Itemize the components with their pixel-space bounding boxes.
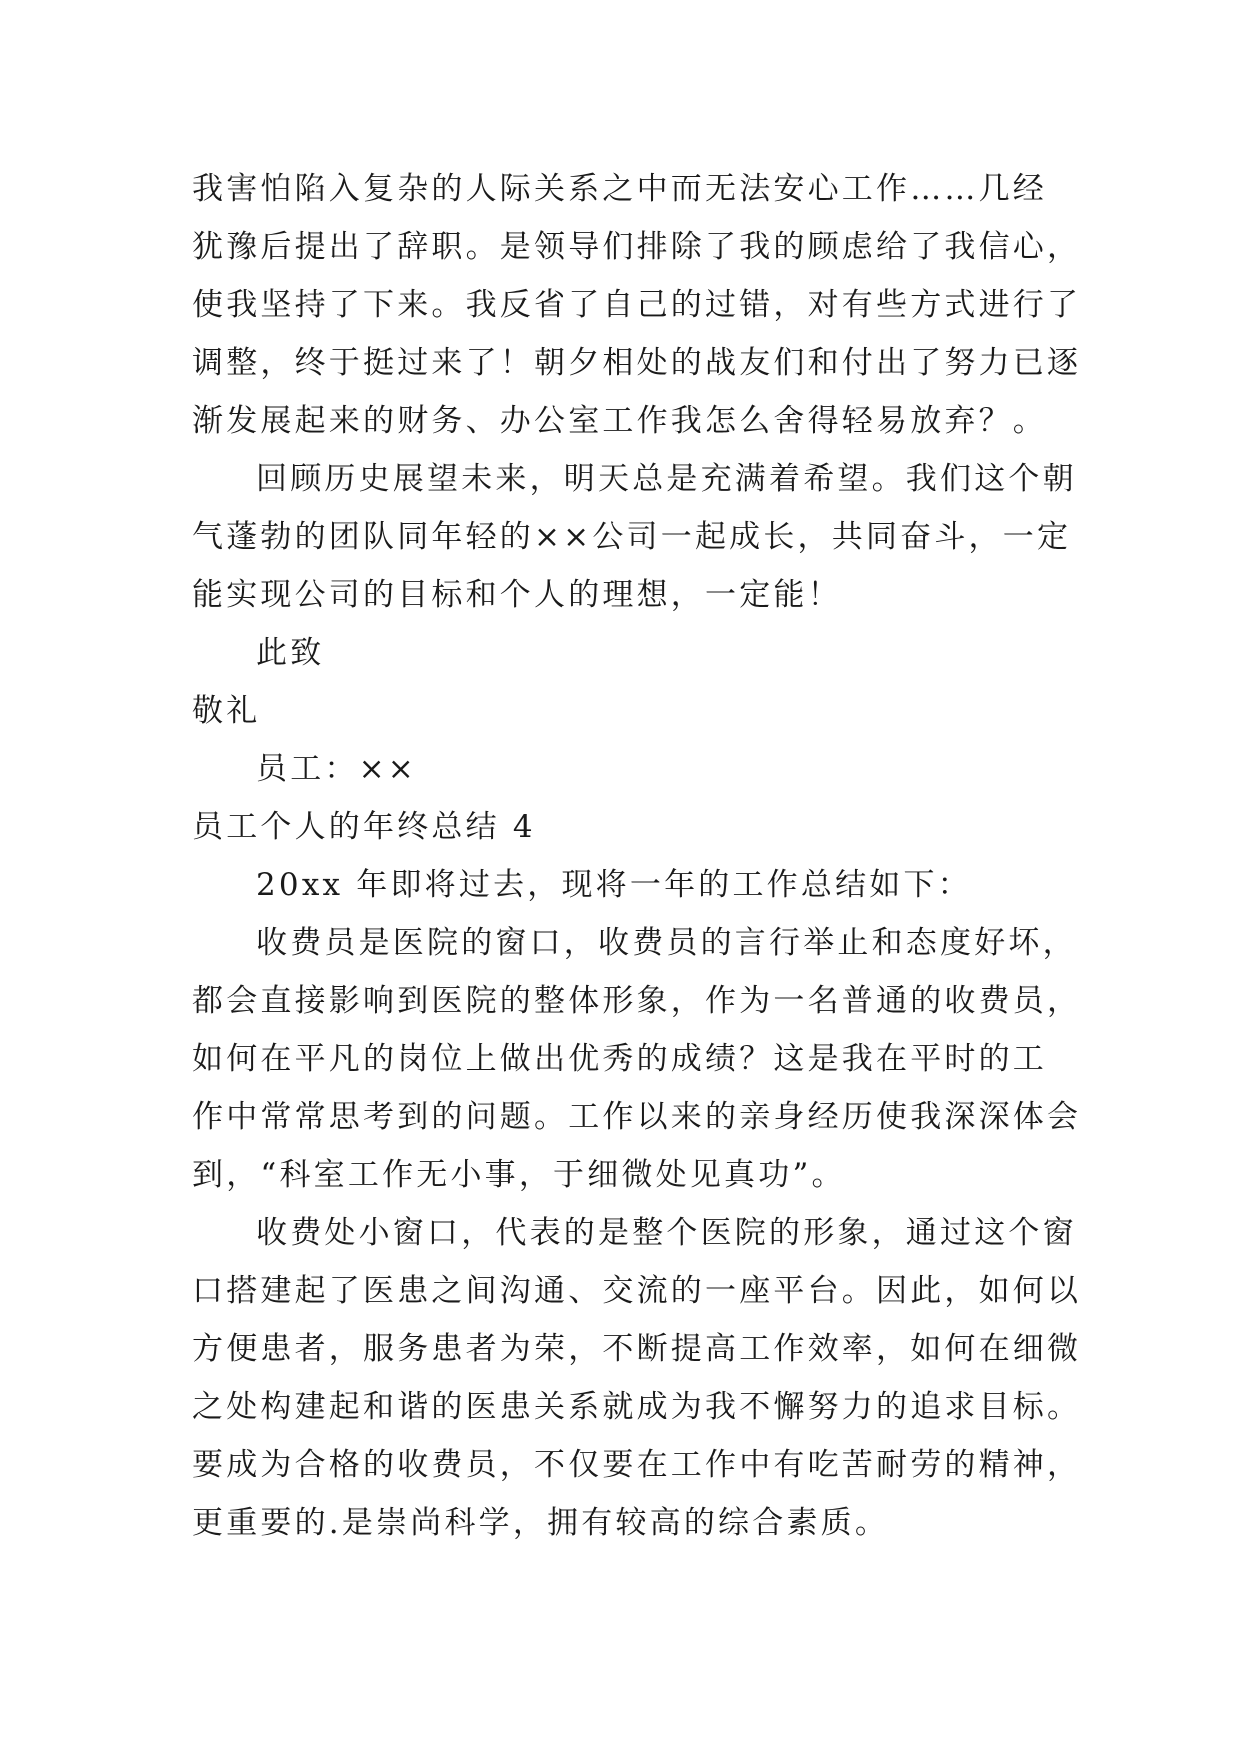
section-heading: 员工个人的年终总结 4: [192, 809, 536, 845]
text-line: 我害怕陷入复杂的人际关系之中而无法安心工作……几经: [192, 171, 1047, 207]
text-line: 要成为合格的收费员，不仅要在工作中有吃苦耐劳的精神，: [192, 1447, 1082, 1483]
text-line: 更重要的.是崇尚科学，拥有较高的综合素质。: [192, 1505, 890, 1541]
text-line: 方便患者，服务患者为荣，不断提高工作效率，如何在细微: [192, 1331, 1082, 1367]
text-line: 口搭建起了医患之间沟通、交流的一座平台。因此，如何以: [192, 1273, 1082, 1309]
text-line: 能实现公司的目标和个人的理想，一定能！: [192, 577, 842, 613]
text-line: 使我坚持了下来。我反省了自己的过错，对有些方式进行了: [192, 287, 1082, 323]
text-line: 都会直接影响到医院的整体形象，作为一名普通的收费员，: [192, 983, 1082, 1019]
text-line: 调整，终于挺过来了！朝夕相处的战友们和付出了努力已逐: [192, 345, 1082, 381]
closing-regards: 敬礼: [192, 693, 261, 729]
text-line: 作中常常思考到的问题。工作以来的亲身经历使我深深体会: [192, 1099, 1082, 1135]
text-line: 渐发展起来的财务、办公室工作我怎么舍得轻易放弃？。: [192, 403, 1047, 439]
text-line: 犹豫后提出了辞职。是领导们排除了我的顾虑给了我信心，: [192, 229, 1082, 265]
closing-salutation: 此致: [256, 635, 325, 671]
text-line: 如何在平凡的岗位上做出优秀的成绩？这是我在平时的工: [192, 1041, 1047, 1077]
text-line: 到，“科室工作无小事，于细微处见真功”。: [192, 1157, 846, 1193]
paragraph-start-line: 收费处小窗口，代表的是整个医院的形象，通过这个窗: [256, 1215, 1077, 1251]
text-line: 气蓬勃的团队同年轻的××公司一起成长，共同奋斗，一定: [192, 519, 1072, 555]
paragraph-start-line: 收费员是医院的窗口，收费员的言行举止和态度好坏，: [256, 925, 1077, 961]
document-body: [192, 160, 1082, 1552]
paragraph-start-line: 回顾历史展望未来，明天总是充满着希望。我们这个朝: [256, 461, 1077, 497]
text-line: 之处构建起和谐的医患关系就成为我不懈努力的追求目标。: [192, 1389, 1082, 1425]
signature-line: 员工：××: [256, 751, 417, 787]
paragraph-start-line: 20xx 年即将过去，现将一年的工作总结如下：: [256, 867, 972, 903]
